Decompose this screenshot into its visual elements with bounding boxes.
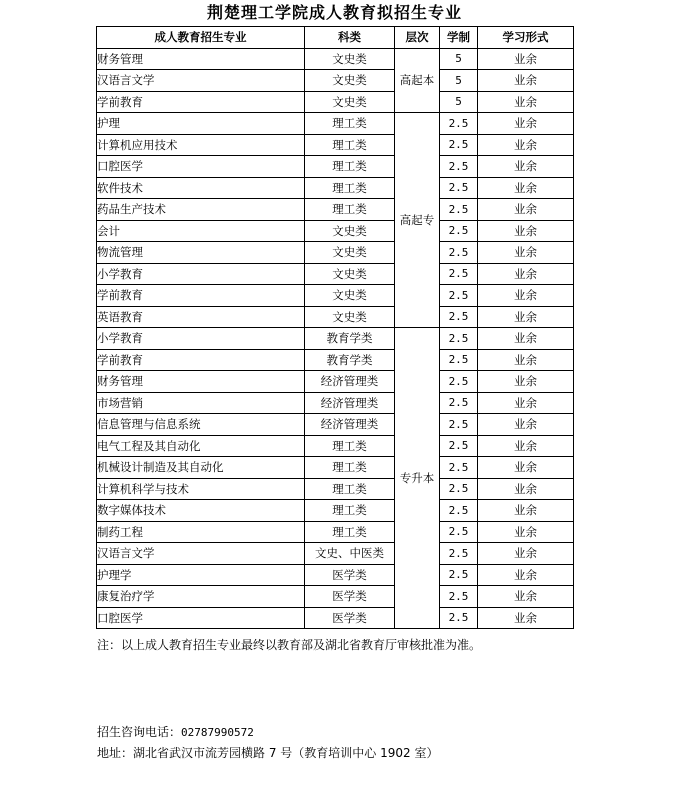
mode-cell: 业余	[478, 586, 574, 608]
category-cell: 理工类	[305, 156, 395, 178]
years-cell: 2.5	[440, 306, 478, 328]
category-cell: 理工类	[305, 199, 395, 221]
major-cell: 康复治疗学	[97, 586, 305, 608]
major-cell: 口腔医学	[97, 607, 305, 629]
major-cell: 护理	[97, 113, 305, 135]
table-row	[97, 457, 574, 479]
years-cell: 2.5	[440, 349, 478, 371]
mode-cell: 业余	[478, 263, 574, 285]
years-cell: 2.5	[440, 435, 478, 457]
category-cell: 理工类	[305, 478, 395, 500]
major-cell: 会计	[97, 220, 305, 242]
header-level: 层次	[395, 27, 440, 49]
table-header-row	[97, 27, 574, 49]
address-text: 湖北省武汉市流芳园横路 7 号（教育培训中心 1902 室）	[133, 746, 439, 760]
table-row	[97, 91, 574, 113]
table-row	[97, 199, 574, 221]
mode-cell: 业余	[478, 113, 574, 135]
table-row	[97, 177, 574, 199]
years-cell: 2.5	[440, 263, 478, 285]
mode-cell: 业余	[478, 199, 574, 221]
years-cell: 5	[440, 48, 478, 70]
level-cell: 专升本	[395, 328, 440, 629]
major-cell: 软件技术	[97, 177, 305, 199]
major-cell: 学前教育	[97, 349, 305, 371]
years-cell: 2.5	[440, 156, 478, 178]
category-cell: 文史类	[305, 48, 395, 70]
phone-number: 02787990572	[181, 726, 254, 739]
major-cell: 英语教育	[97, 306, 305, 328]
category-cell: 文史、中医类	[305, 543, 395, 565]
level-cell: 高起专	[395, 113, 440, 328]
years-cell: 2.5	[440, 177, 478, 199]
table-row	[97, 564, 574, 586]
table-row	[97, 156, 574, 178]
mode-cell: 业余	[478, 177, 574, 199]
mode-cell: 业余	[478, 564, 574, 586]
contact-block	[97, 722, 438, 763]
contact-phone-line	[97, 722, 438, 743]
mode-cell: 业余	[478, 70, 574, 92]
category-cell: 医学类	[305, 586, 395, 608]
table-row	[97, 435, 574, 457]
category-cell: 教育学类	[305, 349, 395, 371]
major-cell: 制药工程	[97, 521, 305, 543]
table-row	[97, 586, 574, 608]
category-cell: 经济管理类	[305, 392, 395, 414]
category-cell: 文史类	[305, 263, 395, 285]
mode-cell: 业余	[478, 414, 574, 436]
header-mode: 学习形式	[478, 27, 574, 49]
table-row	[97, 220, 574, 242]
years-cell: 2.5	[440, 586, 478, 608]
table-row	[97, 607, 574, 629]
major-cell: 小学教育	[97, 263, 305, 285]
years-cell: 2.5	[440, 414, 478, 436]
mode-cell: 业余	[478, 242, 574, 264]
table-row	[97, 113, 574, 135]
phone-label: 招生咨询电话：	[97, 725, 182, 739]
category-cell: 经济管理类	[305, 371, 395, 393]
mode-cell: 业余	[478, 306, 574, 328]
category-cell: 文史类	[305, 220, 395, 242]
major-cell: 汉语言文学	[97, 543, 305, 565]
table-row	[97, 543, 574, 565]
years-cell: 2.5	[440, 457, 478, 479]
major-cell: 电气工程及其自动化	[97, 435, 305, 457]
years-cell: 2.5	[440, 500, 478, 522]
category-cell: 经济管理类	[305, 414, 395, 436]
major-cell: 学前教育	[97, 91, 305, 113]
major-cell: 财务管理	[97, 48, 305, 70]
table-row	[97, 70, 574, 92]
category-cell: 理工类	[305, 457, 395, 479]
mode-cell: 业余	[478, 134, 574, 156]
mode-cell: 业余	[478, 543, 574, 565]
major-cell: 计算机应用技术	[97, 134, 305, 156]
address-label: 地址：	[97, 746, 134, 760]
major-cell: 数字媒体技术	[97, 500, 305, 522]
table-row	[97, 134, 574, 156]
table-row	[97, 414, 574, 436]
years-cell: 5	[440, 91, 478, 113]
years-cell: 2.5	[440, 543, 478, 565]
majors-table	[96, 26, 574, 629]
category-cell: 理工类	[305, 435, 395, 457]
mode-cell: 业余	[478, 156, 574, 178]
major-cell: 学前教育	[97, 285, 305, 307]
mode-cell: 业余	[478, 48, 574, 70]
major-cell: 汉语言文学	[97, 70, 305, 92]
category-cell: 文史类	[305, 285, 395, 307]
major-cell: 计算机科学与技术	[97, 478, 305, 500]
category-cell: 理工类	[305, 500, 395, 522]
category-cell: 理工类	[305, 521, 395, 543]
header-major: 成人教育招生专业	[97, 27, 305, 49]
header-years: 学制	[440, 27, 478, 49]
table-row	[97, 285, 574, 307]
major-cell: 药品生产技术	[97, 199, 305, 221]
mode-cell: 业余	[478, 349, 574, 371]
category-cell: 理工类	[305, 134, 395, 156]
years-cell: 2.5	[440, 521, 478, 543]
years-cell: 2.5	[440, 220, 478, 242]
mode-cell: 业余	[478, 285, 574, 307]
table-row	[97, 521, 574, 543]
category-cell: 医学类	[305, 564, 395, 586]
years-cell: 2.5	[440, 392, 478, 414]
mode-cell: 业余	[478, 328, 574, 350]
major-cell: 小学教育	[97, 328, 305, 350]
years-cell: 5	[440, 70, 478, 92]
mode-cell: 业余	[478, 500, 574, 522]
years-cell: 2.5	[440, 285, 478, 307]
table-row	[97, 371, 574, 393]
major-cell: 财务管理	[97, 371, 305, 393]
table-row	[97, 328, 574, 350]
category-cell: 文史类	[305, 91, 395, 113]
major-cell: 市场营销	[97, 392, 305, 414]
table-row	[97, 349, 574, 371]
mode-cell: 业余	[478, 435, 574, 457]
major-cell: 护理学	[97, 564, 305, 586]
major-cell: 物流管理	[97, 242, 305, 264]
years-cell: 2.5	[440, 564, 478, 586]
header-category: 科类	[305, 27, 395, 49]
table-row	[97, 242, 574, 264]
mode-cell: 业余	[478, 607, 574, 629]
category-cell: 理工类	[305, 177, 395, 199]
table-row	[97, 500, 574, 522]
years-cell: 2.5	[440, 242, 478, 264]
mode-cell: 业余	[478, 91, 574, 113]
mode-cell: 业余	[478, 371, 574, 393]
table-row	[97, 392, 574, 414]
category-cell: 教育学类	[305, 328, 395, 350]
mode-cell: 业余	[478, 392, 574, 414]
table-row	[97, 306, 574, 328]
table-row	[97, 48, 574, 70]
category-cell: 理工类	[305, 113, 395, 135]
years-cell: 2.5	[440, 371, 478, 393]
years-cell: 2.5	[440, 113, 478, 135]
years-cell: 2.5	[440, 478, 478, 500]
years-cell: 2.5	[440, 134, 478, 156]
category-cell: 文史类	[305, 306, 395, 328]
major-cell: 信息管理与信息系统	[97, 414, 305, 436]
years-cell: 2.5	[440, 328, 478, 350]
footnote: 注：以上成人教育招生专业最终以教育部及湖北省教育厅审核批准为准。	[97, 638, 482, 652]
category-cell: 文史类	[305, 242, 395, 264]
major-cell: 机械设计制造及其自动化	[97, 457, 305, 479]
level-cell: 高起本	[395, 48, 440, 113]
category-cell: 文史类	[305, 70, 395, 92]
table-row	[97, 478, 574, 500]
years-cell: 2.5	[440, 199, 478, 221]
major-cell: 口腔医学	[97, 156, 305, 178]
mode-cell: 业余	[478, 521, 574, 543]
page-title: 荆楚理工学院成人教育拟招生专业	[206, 3, 462, 22]
mode-cell: 业余	[478, 457, 574, 479]
years-cell: 2.5	[440, 607, 478, 629]
mode-cell: 业余	[478, 220, 574, 242]
mode-cell: 业余	[478, 478, 574, 500]
table-row	[97, 263, 574, 285]
majors-table-body	[97, 48, 574, 629]
category-cell: 医学类	[305, 607, 395, 629]
contact-address-line	[97, 743, 438, 763]
